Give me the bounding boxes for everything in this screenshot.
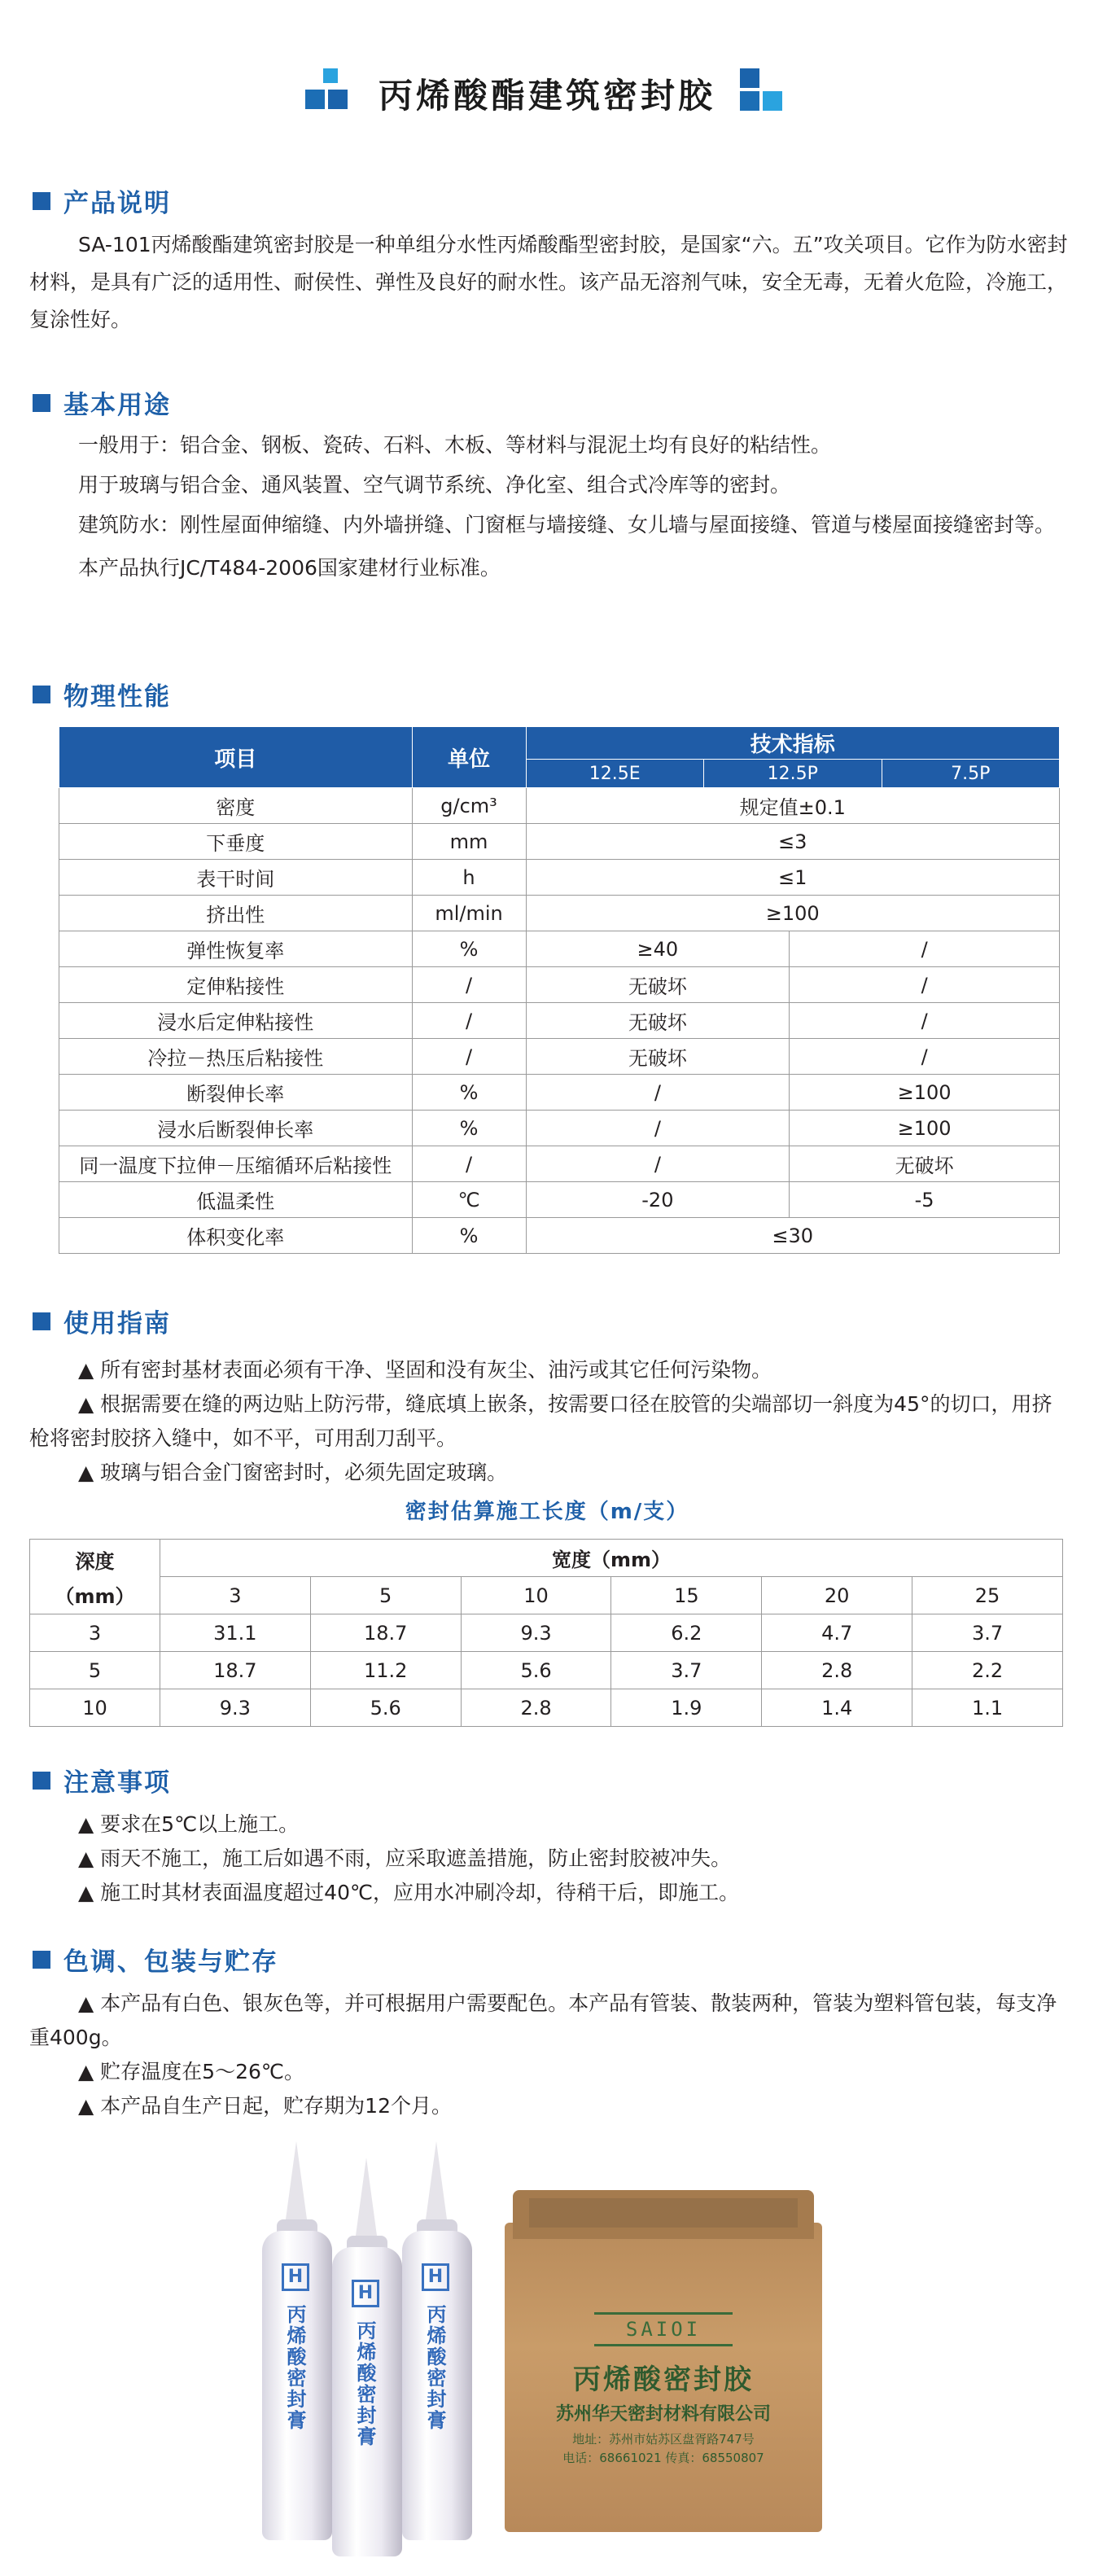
title-decoration-left-icon (300, 65, 357, 122)
guide-line: ▲ 所有密封基材表面必须有干净、坚固和没有灰尘、油污或其它任何污染物。 (78, 1358, 772, 1382)
table-cell: 1.1 (912, 1689, 1063, 1727)
table-cell: ≤3 (526, 824, 1060, 860)
width-value: 20 (762, 1577, 912, 1614)
table-cell: 2.2 (912, 1652, 1063, 1689)
table-cell: 9.3 (461, 1614, 611, 1652)
table-row (59, 1111, 1060, 1146)
table-cell: 规定值±0.1 (526, 788, 1060, 824)
table-cell: 挤出性 (59, 896, 413, 931)
sealant-tube-image (402, 2141, 475, 2548)
table-row (59, 1039, 1060, 1075)
table-row (30, 1689, 1063, 1727)
table-row (59, 788, 1060, 824)
table-cell: / (790, 1003, 1060, 1039)
table-cell: / (412, 1039, 526, 1075)
guide-paragraph (29, 1353, 1071, 1490)
guide-line: ▲ 玻璃与铝合金门窗密封时，必须先固定玻璃。 (78, 1461, 508, 1484)
table-row (59, 896, 1060, 931)
table-row (59, 1075, 1060, 1111)
table-cell: 无破坏 (790, 1146, 1060, 1182)
table-cell: g/cm³ (412, 788, 526, 824)
table-cell: 无破坏 (526, 967, 790, 1003)
table-row (59, 1146, 1060, 1182)
grade-header: 12.5E (527, 760, 705, 787)
note-line: ▲ 施工时其材表面温度超过40℃，应用水冲刷冷却，待稍干后，即施工。 (78, 1881, 740, 1904)
tube-label: 丙烯酸密封膏 (423, 2304, 446, 2431)
table-cell: ≥100 (790, 1111, 1060, 1146)
guide-line: ▲ 根据需要在缝的两边贴上防污带，缝底填上嵌条，按需要口径在胶管的尖端部切一斜度为45°的切口，用挤枪将密封胶挤入缝中，如不平，可用刮刀刮平。 (29, 1392, 1052, 1450)
table-cell: 体积变化率 (59, 1218, 413, 1254)
sealant-tube-image (262, 2141, 335, 2548)
col-header-item: 项目 (59, 727, 413, 788)
table-cell: % (412, 1075, 526, 1111)
table-cell: h (412, 860, 526, 896)
table-cell: 下垂度 (59, 824, 413, 860)
packing-line: ▲ 本产品有白色、银灰色等，并可根据用户需要配色。本产品有管装、散装两种，管装为塑料管包装，每支净重400g。 (29, 1991, 1057, 2049)
table-cell: 4.7 (762, 1614, 912, 1652)
table-row (59, 1182, 1060, 1218)
carton-phone: 电话：68661021 传真：68550807 (562, 2451, 764, 2465)
usage-line: 建筑防水：刚性屋面伸缩缝、内外墙拼缝、门窗框与墙接缝、女儿墙与屋面接缝、管道与楼屋面接缝密封等。 (78, 513, 1056, 537)
table-row (59, 931, 1060, 967)
note-line: ▲ 雨天不施工，施工后如遇不雨，应采取遮盖措施，防止密封胶被冲失。 (78, 1847, 732, 1870)
table-cell: % (412, 1111, 526, 1146)
width-value: 5 (310, 1577, 461, 1614)
table-cell: ≤1 (526, 860, 1060, 896)
width-value: 25 (912, 1577, 1063, 1614)
table-cell: / (526, 1146, 790, 1182)
square-bullet-icon (33, 1951, 50, 1969)
table-cell: 断裂伸长率 (59, 1075, 413, 1111)
table-cell: 表干时间 (59, 860, 413, 896)
tube-logo-icon: H (282, 2263, 309, 2291)
notes-paragraph (29, 1807, 1071, 1910)
sealant-tube-image (332, 2158, 405, 2565)
estimate-table (29, 1539, 1063, 1727)
col-header-spec: 技术指标 (526, 727, 1060, 760)
grade-header: 7.5P (951, 763, 991, 784)
width-value: 3 (160, 1577, 310, 1614)
usage-paragraph (29, 425, 1071, 588)
table-row (59, 1218, 1060, 1254)
tube-logo-icon: H (422, 2263, 449, 2291)
usage-line: 本产品执行JC/T484-2006国家建材行业标准。 (78, 556, 501, 580)
table-cell: ≥100 (790, 1075, 1060, 1111)
table-row (59, 967, 1060, 1003)
depth-value: 3 (30, 1614, 160, 1652)
table-cell: 2.8 (461, 1689, 611, 1727)
table-cell: 18.7 (310, 1614, 461, 1652)
table-cell: ≥40 (526, 931, 790, 967)
section-heading-guide: 使用指南 (33, 1303, 171, 1339)
table-cell: 弹性恢复率 (59, 931, 413, 967)
square-bullet-icon (33, 1312, 50, 1330)
table-cell: % (412, 1218, 526, 1254)
packing-line: ▲ 贮存温度在5～26℃。 (78, 2060, 304, 2083)
table-cell: 冷拉－热压后粘接性 (59, 1039, 413, 1075)
grade-header-row (526, 760, 1060, 788)
table-cell: 1.9 (611, 1689, 762, 1727)
table-cell: / (790, 1039, 1060, 1075)
packing-paragraph (29, 1987, 1071, 2123)
depth-unit: （mm） (55, 1584, 135, 1608)
page-title: 丙烯酸酯建筑密封胶 (378, 76, 715, 116)
product-carton-image (505, 2190, 830, 2532)
section-heading-packing: 色调、包装与贮存 (33, 1941, 278, 1978)
section-heading-usage: 基本用途 (33, 384, 171, 421)
square-bullet-icon (33, 192, 50, 210)
table-cell: mm (412, 824, 526, 860)
table-cell: ℃ (412, 1182, 526, 1218)
depth-label-cell (30, 1540, 160, 1614)
depth-value: 5 (30, 1652, 160, 1689)
width-label: 宽度（mm） (160, 1540, 1062, 1577)
table-cell: 无破坏 (526, 1003, 790, 1039)
table-cell: ≥100 (526, 896, 1060, 931)
table-row (59, 1003, 1060, 1039)
table-cell: 无破坏 (526, 1039, 790, 1075)
table-cell: ≤30 (526, 1218, 1060, 1254)
title-decoration-right-icon (737, 65, 794, 122)
table-cell: 浸水后定伸粘接性 (59, 1003, 413, 1039)
depth-value: 10 (30, 1689, 160, 1727)
table-cell: 3.7 (611, 1652, 762, 1689)
table-cell: / (526, 1075, 790, 1111)
section-heading-notes: 注意事项 (33, 1762, 171, 1798)
table-cell: 1.4 (762, 1689, 912, 1727)
col-header-unit: 单位 (412, 727, 526, 788)
table-cell: 9.3 (160, 1689, 310, 1727)
table-cell: 18.7 (160, 1652, 310, 1689)
table-cell: 低温柔性 (59, 1182, 413, 1218)
section-heading-description: 产品说明 (33, 182, 171, 219)
table-cell: 3.7 (912, 1614, 1063, 1652)
table-cell: -20 (526, 1182, 790, 1218)
page-header (0, 57, 1094, 130)
physical-properties-table (59, 726, 1060, 1254)
grade-header: 12.5P (704, 760, 882, 787)
table-cell: / (790, 967, 1060, 1003)
width-value: 15 (611, 1577, 762, 1614)
usage-line: 一般用于：铝合金、钢板、瓷砖、石料、木板、等材料与混泥土均有良好的粘结性。 (78, 433, 832, 457)
table-cell: 31.1 (160, 1614, 310, 1652)
carton-company: 苏州华天密封材料有限公司 (555, 2404, 771, 2425)
square-bullet-icon (33, 1772, 50, 1790)
table-cell: / (412, 1146, 526, 1182)
table-cell: 浸水后断裂伸长率 (59, 1111, 413, 1146)
note-line: ▲ 要求在5℃以上施工。 (78, 1812, 300, 1836)
tube-label: 丙烯酸密封膏 (353, 2320, 376, 2447)
table-cell: 同一温度下拉伸－压缩循环后粘接性 (59, 1146, 413, 1182)
usage-line: 用于玻璃与铝合金、通风装置、空气调节系统、净化室、组合式冷库等的密封。 (78, 473, 791, 497)
table-cell: / (412, 1003, 526, 1039)
carton-address: 地址：苏州市姑苏区盘胥路747号 (572, 2432, 755, 2447)
packing-line: ▲ 本产品自生产日起，贮存期为12个月。 (78, 2094, 452, 2118)
table-row (59, 824, 1060, 860)
table-cell: / (412, 967, 526, 1003)
table-row (30, 1614, 1063, 1652)
table-cell: 11.2 (310, 1652, 461, 1689)
tube-logo-icon: H (352, 2280, 379, 2307)
tube-label: 丙烯酸密封膏 (283, 2304, 306, 2431)
table-cell: 定伸粘接性 (59, 967, 413, 1003)
carton-product-name: 丙烯酸密封胶 (573, 2364, 754, 2396)
table-cell: 5.6 (310, 1689, 461, 1727)
table-cell: 2.8 (762, 1652, 912, 1689)
table-cell: 密度 (59, 788, 413, 824)
square-bullet-icon (33, 394, 50, 412)
carton-brand: SAIOI (594, 2312, 733, 2346)
width-value: 10 (461, 1577, 611, 1614)
table-cell: 6.2 (611, 1614, 762, 1652)
table-cell: -5 (790, 1182, 1060, 1218)
table-cell: ml/min (412, 896, 526, 931)
table-cell: % (412, 931, 526, 967)
table-row (30, 1652, 1063, 1689)
description-paragraph: SA-101丙烯酸酯建筑密封胶是一种单组分水性丙烯酸酯型密封胶，是国家“六。五”攻关项目。它作为防水密封材料，是具有广泛的适用性、耐侯性、弹性及良好的耐水性。该产品无溶剂气味，安全无毒，无着火危险，冷施工，复涂性好。 (29, 233, 1068, 331)
table-cell: 5.6 (461, 1652, 611, 1689)
table-cell: / (526, 1111, 790, 1146)
square-bullet-icon (33, 686, 50, 703)
depth-label: 深度 (75, 1549, 115, 1573)
estimate-table-title: 密封估算施工长度（m/支） (405, 1500, 689, 1524)
table-cell: / (790, 931, 1060, 967)
section-heading-physical: 物理性能 (33, 676, 171, 712)
table-row (59, 860, 1060, 896)
